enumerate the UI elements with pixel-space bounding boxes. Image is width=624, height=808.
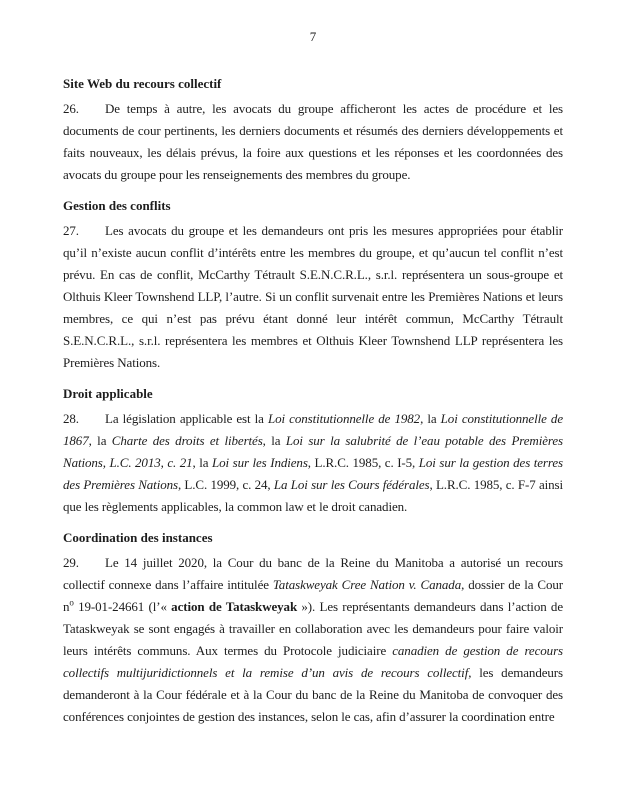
section-heading-coordination-instances: Coordination des instances <box>63 530 213 545</box>
paragraph-29-number: 29. <box>63 555 79 570</box>
section-site-web <box>63 73 563 186</box>
paragraph-26-text: De temps à autre, les avocats du groupe afficheront les actes de procédure et les documents de cour pertinents, les derniers documents et résumés des derniers développements et faits nouveaux, les délais prévus, la foire aux questions et les réponses et les coordonnées des avocats du groupe pour les renseignements des membres du groupe. <box>63 101 563 182</box>
paragraph-28-number: 28. <box>63 411 79 426</box>
paragraph-27 <box>63 220 563 374</box>
page-number: 7 <box>309 29 317 44</box>
section-heading-droit-applicable: Droit applicable <box>63 386 153 401</box>
section-gestion-conflits <box>63 195 563 374</box>
paragraph-28 <box>63 408 563 518</box>
paragraph-26 <box>63 98 563 186</box>
paragraph-28-text: La législation applicable est la Loi constitutionnelle de 1982, la Loi constitutionnelle de 1867, la Charte des droits et libertés, la Loi sur la salubrité de l’eau potable des Premières Nations, L.C. 2013, c. 21, la Loi sur les Indiens, L.R.C. 1985, c. I-5, Loi sur la gestion des terres des Premières Nations, L.C. 1999, c. 24, La Loi sur les Cours fédérales, L.R.C. 1985, c. F-7 ainsi que les règlements applicables, la common law et le droit canadien. <box>63 411 564 514</box>
section-coordination-instances <box>63 527 563 728</box>
section-heading-gestion-conflits: Gestion des conflits <box>63 198 171 213</box>
paragraph-29-text: Le 14 juillet 2020, la Cour du banc de la Reine du Manitoba a autorisé un recours collectif connexe dans l’affaire intitulée Tataskweyak Cree Nation v. Canada, dossier de la Cour $n^o$ 19-01-24661 (l’« action de Tataskweyak »). Les représentants demandeurs dans l’action de Tataskweyak se sont engagés à travailler en collaboration avec les demandeurs pour faire valoir leurs intérêts communs. Aux termes du Protocole judiciaire canadien de gestion de recours collectifs multijuridictionnels et la remise d’un avis de recours collectif, les demandeurs demanderont à la Cour fédérale et à la Cour du banc de la Reine du Manitoba de convoquer des conférences conjointes de gestion des instances, selon le cas, afin d’assurer la coordination entre <box>63 555 564 724</box>
paragraph-29 <box>63 552 563 728</box>
paragraph-27-text: Les avocats du groupe et les demandeurs ont pris les mesures appropriées pour établir qu’il n’existe aucun conflit d’intérêts entre les membres du groupe, et qu’aucun tel conflit n’est prévu. En cas de conflit, McCarthy Tétrault S.E.N.C.R.L., s.r.l. représentera un sous-groupe et Olthuis Kleer Townshend LLP, l’autre. Si un conflit survenait entre les Premières Nations et leurs membres, ce qui n’est pas prévu étant donné leur intérêt commun, McCarthy Tétrault S.E.N.C.R.L., s.r.l. représentera les membres et Olthuis Kleer Townshend LLP représentera les Premières Nations. <box>63 223 563 370</box>
section-heading-site-web: Site Web du recours collectif <box>63 76 222 91</box>
paragraph-26-number: 26. <box>63 101 79 116</box>
paragraph-27-number: 27. <box>63 223 79 238</box>
section-droit-applicable <box>63 383 563 518</box>
